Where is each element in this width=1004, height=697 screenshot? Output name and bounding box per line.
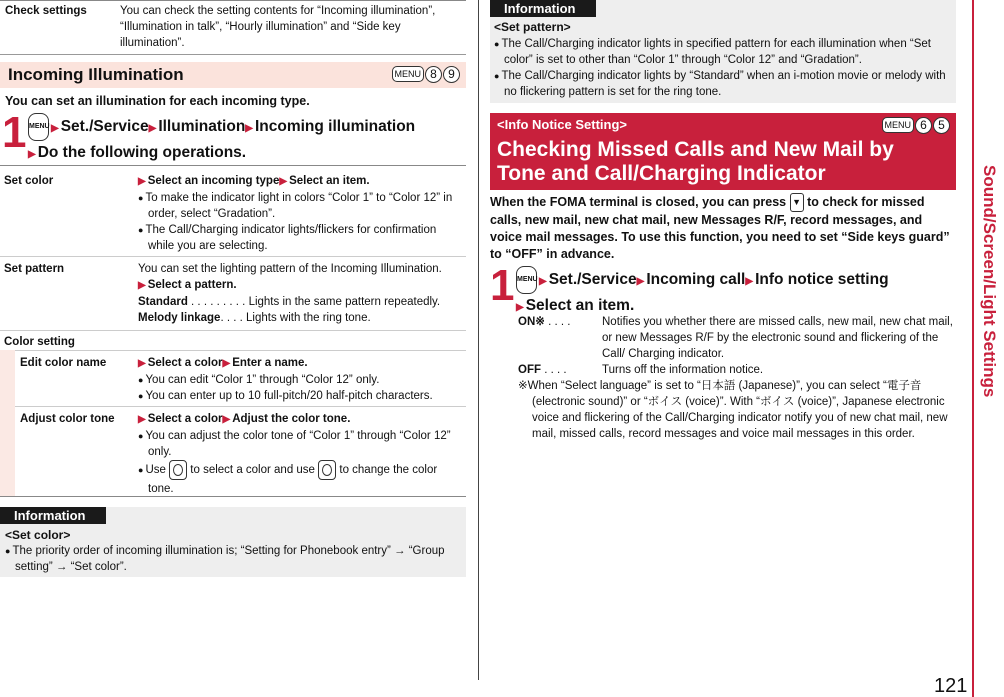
section-title: Checking Missed Calls and New Mail by Tone and Call/Charging Indicator	[497, 138, 894, 185]
shortcut-keys	[882, 116, 951, 134]
section-header-info-notice	[490, 113, 956, 190]
info-box-right	[490, 0, 956, 103]
note: ※When “Select language” is set to “日本語 (Japanese)”, you can select “電子音 (electronic sound)” or “ボイス (voice)”. With “ボイス (voice)”, Japanese electronic voice and flickering of the Call/Charging indicator notify you of new chat mail, new mail, missed calls, record messages and voice mail messages in this order.	[518, 380, 948, 440]
option-on: ON※ . . . . Notifies you whether there are missed calls, new mail, new chat mail, or new Messages R/F by the electronic sound and flickering of the Call/ Charging indicator.	[518, 316, 953, 360]
set-pattern-body: You can set the lighting pattern of the Incoming Illumination. ▶ Select a pattern. Standard . . . . . . . . . Lights in the same pattern repeatedly. Melody linkage. . . . Lights with the ring tone.	[138, 261, 464, 326]
column-divider	[478, 0, 479, 680]
color-setting-indent	[0, 350, 15, 496]
info-heading: <Set color>	[5, 528, 71, 542]
adjust-color-tone-body: ▶ Select a color▶ Adjust the color tone. ● You can adjust the color tone of “Color 1” through “Color 12” only. ● Use to select a color and use to change the color tone.	[138, 411, 464, 499]
key-8-icon: 8	[425, 66, 442, 83]
key-9-icon: 9	[443, 66, 460, 83]
info-bullet: ● The priority order of incoming illumination is; “Setting for Phonebook entry” → “Group setting” → “Set color”.	[5, 543, 467, 575]
intro-text: You can set an illumination for each incoming type.	[5, 94, 310, 108]
info-box-left	[0, 507, 466, 577]
key-5-icon: 5	[933, 117, 950, 134]
check-settings-label: Check settings	[5, 5, 87, 17]
adjust-color-tone-label: Adjust color tone	[20, 413, 115, 425]
key-6-icon: 6	[915, 117, 932, 134]
step-number: 1	[2, 108, 27, 157]
step-instruction: MENU▶ Set./Service▶ Illumination▶ Incoming illumination ▶ Do the following operations.	[28, 113, 464, 166]
menu-key-icon: MENU	[392, 66, 425, 82]
section-title: Incoming Illumination	[8, 65, 184, 84]
edit-color-name-label: Edit color name	[20, 357, 107, 369]
set-color-label: Set color	[4, 175, 54, 187]
shortcut-keys	[392, 65, 461, 83]
down-key-icon: ▼	[790, 193, 804, 212]
info-tab: Information	[0, 507, 106, 524]
side-tab-label: Sound/Screen/Light Settings	[980, 164, 999, 398]
check-settings-text: You can check the setting contents for “Incoming illumination”, “Illumination in talk”, “Hourly illumination” and “Side key illumination”.	[120, 5, 436, 49]
step-instruction: MENU▶ Set./Service▶ Incoming call▶ Info notice setting ▶ Select an item.	[516, 266, 956, 319]
leftright-key-icon	[318, 460, 336, 480]
page-number: 121	[934, 675, 968, 697]
section-header-incoming-illumination	[0, 62, 466, 88]
menu-key-icon: MENU	[882, 117, 915, 133]
step-number: 1	[490, 261, 515, 310]
menu-key-icon: MENU	[516, 266, 537, 294]
info-bullets: ● The Call/Charging indicator lights in specified pattern for each illumination when “Set color” is set to other than “Color 1” through “Color 12” and “Gradation”. ● The Call/Charging indicator lights by “Standard” when an i-motion movie or melody with no flickering pattern is set for the ring tone.	[494, 36, 950, 100]
section-subtitle: <Info Notice Setting>	[497, 117, 628, 132]
menu-key-icon: MENU	[28, 113, 49, 141]
option-list	[518, 314, 956, 442]
set-color-body: ▶ Select an incoming type▶ Select an item. ● To make the indicator light in colors “Color 1” to “Color 12” in order, select “Gradation”. ● The Call/Charging indicator lights/flickers for confirmation while you are selecting.	[138, 173, 464, 254]
intro-text: When the FOMA terminal is closed, you can press ▼ to check for missed calls, new mail, new chat mail, new Messages R/F, record messages, and voice mail messages. To use this function, you need to set “Side keys guard” to “OFF” in advance.	[490, 194, 950, 261]
option-off: OFF . . . . Turns off the information notice.	[518, 364, 764, 376]
side-tab	[972, 0, 1004, 697]
info-heading: <Set pattern>	[494, 20, 571, 34]
color-setting-label: Color setting	[4, 336, 75, 348]
info-tab: Information	[490, 0, 596, 17]
updown-key-icon	[169, 460, 187, 480]
edit-color-name-body: ▶ Select a color▶ Enter a name. ● You can edit “Color 1” through “Color 12” only. ● You can enter up to 10 full-pitch/20 half-pitch characters.	[138, 355, 464, 404]
set-pattern-label: Set pattern	[4, 263, 65, 275]
